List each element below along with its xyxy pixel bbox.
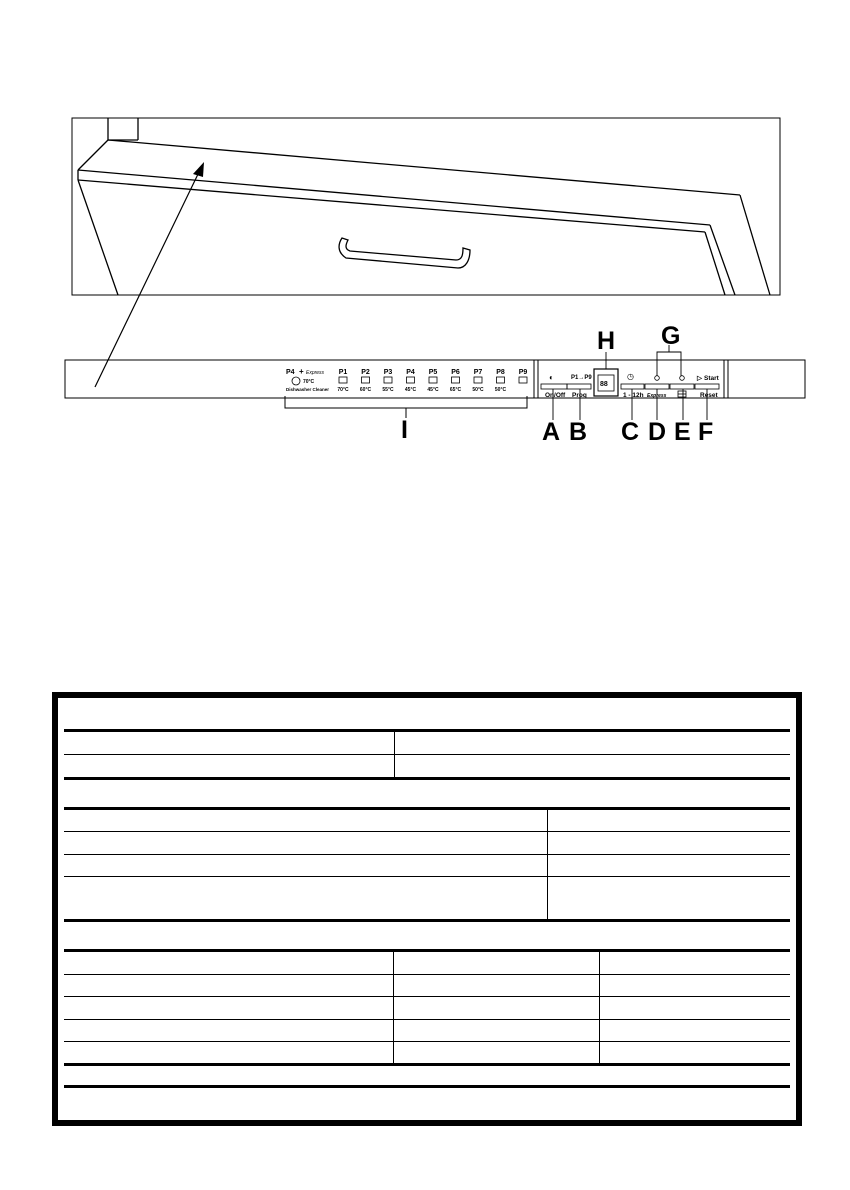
table-cell: [394, 1020, 600, 1041]
express-indicator-light: [655, 376, 660, 381]
table-row: [64, 877, 790, 922]
prog-label: Prog: [572, 392, 587, 399]
table-row: [64, 855, 790, 877]
program-temp-p7: 50°C: [472, 387, 484, 393]
prog-range-label: P1→P9: [571, 375, 592, 381]
start-label: Start: [704, 375, 719, 382]
callout-I: I: [401, 416, 408, 444]
express-button-label: Express: [647, 393, 667, 399]
callout-D: D: [648, 418, 667, 446]
half-load-indicator-light: [680, 376, 685, 381]
clock-icon: ◷: [627, 372, 634, 381]
program-temp-p4: 45°C: [404, 387, 417, 393]
program-label-p7: P7: [473, 369, 483, 376]
table-cell: [64, 855, 548, 876]
callout-H: H: [597, 327, 616, 355]
night-icon: [497, 377, 505, 383]
p4-express-header: P4: [286, 369, 295, 376]
callout-F: F: [698, 418, 714, 446]
program-label-p5: P5: [428, 369, 438, 376]
table-row: [64, 1020, 790, 1042]
table-cell: [394, 997, 600, 1019]
rinse-icon: [519, 377, 527, 383]
program-label-p4: P4: [406, 369, 415, 376]
callout-C: C: [621, 418, 640, 446]
program-temp-p2: 60°C: [359, 387, 372, 393]
door-perspective-view: [72, 118, 780, 295]
table-cell: [394, 1042, 600, 1063]
table-row: [64, 755, 790, 780]
table-cell: [64, 810, 548, 831]
callout-G: G: [661, 322, 681, 350]
door-frame: [72, 118, 780, 295]
table-row: [64, 975, 790, 997]
hinge-block: [108, 118, 138, 140]
express-temp: 70°C: [303, 379, 315, 385]
table-row: [64, 997, 790, 1020]
callout-leaders: [553, 345, 707, 420]
dishwasher-cleaner-icon: [292, 377, 300, 385]
onoff-button[interactable]: [541, 384, 567, 389]
display-digits: 88: [600, 381, 608, 388]
wave-icon: [384, 377, 392, 383]
program-label-p8: P8: [496, 369, 505, 376]
express-button[interactable]: [645, 384, 669, 389]
start-reset-button[interactable]: [695, 384, 719, 389]
quick-icon: [474, 377, 482, 383]
svg-text:+: +: [299, 367, 304, 376]
table-cell: [64, 1020, 394, 1041]
express-label: Express: [306, 370, 325, 376]
pot-icon: [362, 377, 370, 383]
delay-range-label: 1 - 12h: [623, 392, 644, 399]
delay-button[interactable]: [621, 384, 644, 389]
program-temp-p5: 45°C: [427, 387, 439, 393]
half-load-button[interactable]: [670, 384, 694, 389]
table-cell: [64, 732, 395, 754]
table-cell: [64, 952, 394, 974]
program-label-p2: P2: [361, 369, 370, 376]
callout-E: E: [674, 418, 691, 446]
power-icon: ◐: [549, 373, 554, 382]
table-row: [64, 1042, 790, 1066]
door-handle: [339, 238, 470, 268]
table-cell: [64, 975, 394, 996]
program-label-p3: P3: [383, 369, 393, 376]
eco-icon: [407, 377, 415, 383]
table-cell: [64, 877, 548, 919]
program-label-p6: P6: [451, 369, 460, 376]
control-panel: [65, 322, 805, 446]
table-row: [64, 952, 790, 975]
prog-button[interactable]: [567, 384, 591, 389]
table-section-row: [64, 780, 790, 810]
table-cell: [394, 952, 600, 974]
table-row: [64, 810, 790, 832]
program-temp-p1: 70°C: [337, 387, 349, 393]
table-cell: [64, 997, 394, 1019]
program-label-p9: P9: [518, 369, 528, 376]
start-icon: ▷: [697, 375, 702, 382]
callout-A: A: [542, 418, 561, 446]
table-cell: [64, 1042, 394, 1063]
dishwasher-cleaner-label: Dishwasher Cleaner: [286, 387, 330, 392]
program-temp-p8: 50°C: [494, 387, 507, 393]
onoff-label: On/Off: [545, 392, 566, 399]
table-row: [64, 732, 790, 755]
program-temp-p3: 55°C: [382, 387, 394, 393]
table-header-row: [64, 698, 790, 732]
table-cell: [394, 975, 600, 996]
cup-icon: [429, 377, 437, 383]
program-label-p1: P1: [338, 369, 348, 376]
program-columns: [337, 369, 527, 393]
table-cell: [64, 755, 395, 777]
heavy-pot-icon: [339, 377, 347, 383]
spec-table: [52, 692, 802, 1126]
table-section-row: [64, 922, 790, 952]
fast-icon: [452, 377, 460, 383]
program-temp-p6: 65°C: [449, 387, 462, 393]
table-row: [64, 832, 790, 855]
reset-label: Reset: [700, 392, 718, 399]
callout-B: B: [569, 418, 588, 446]
table-row: [64, 1066, 790, 1088]
table-cell: [64, 832, 548, 854]
